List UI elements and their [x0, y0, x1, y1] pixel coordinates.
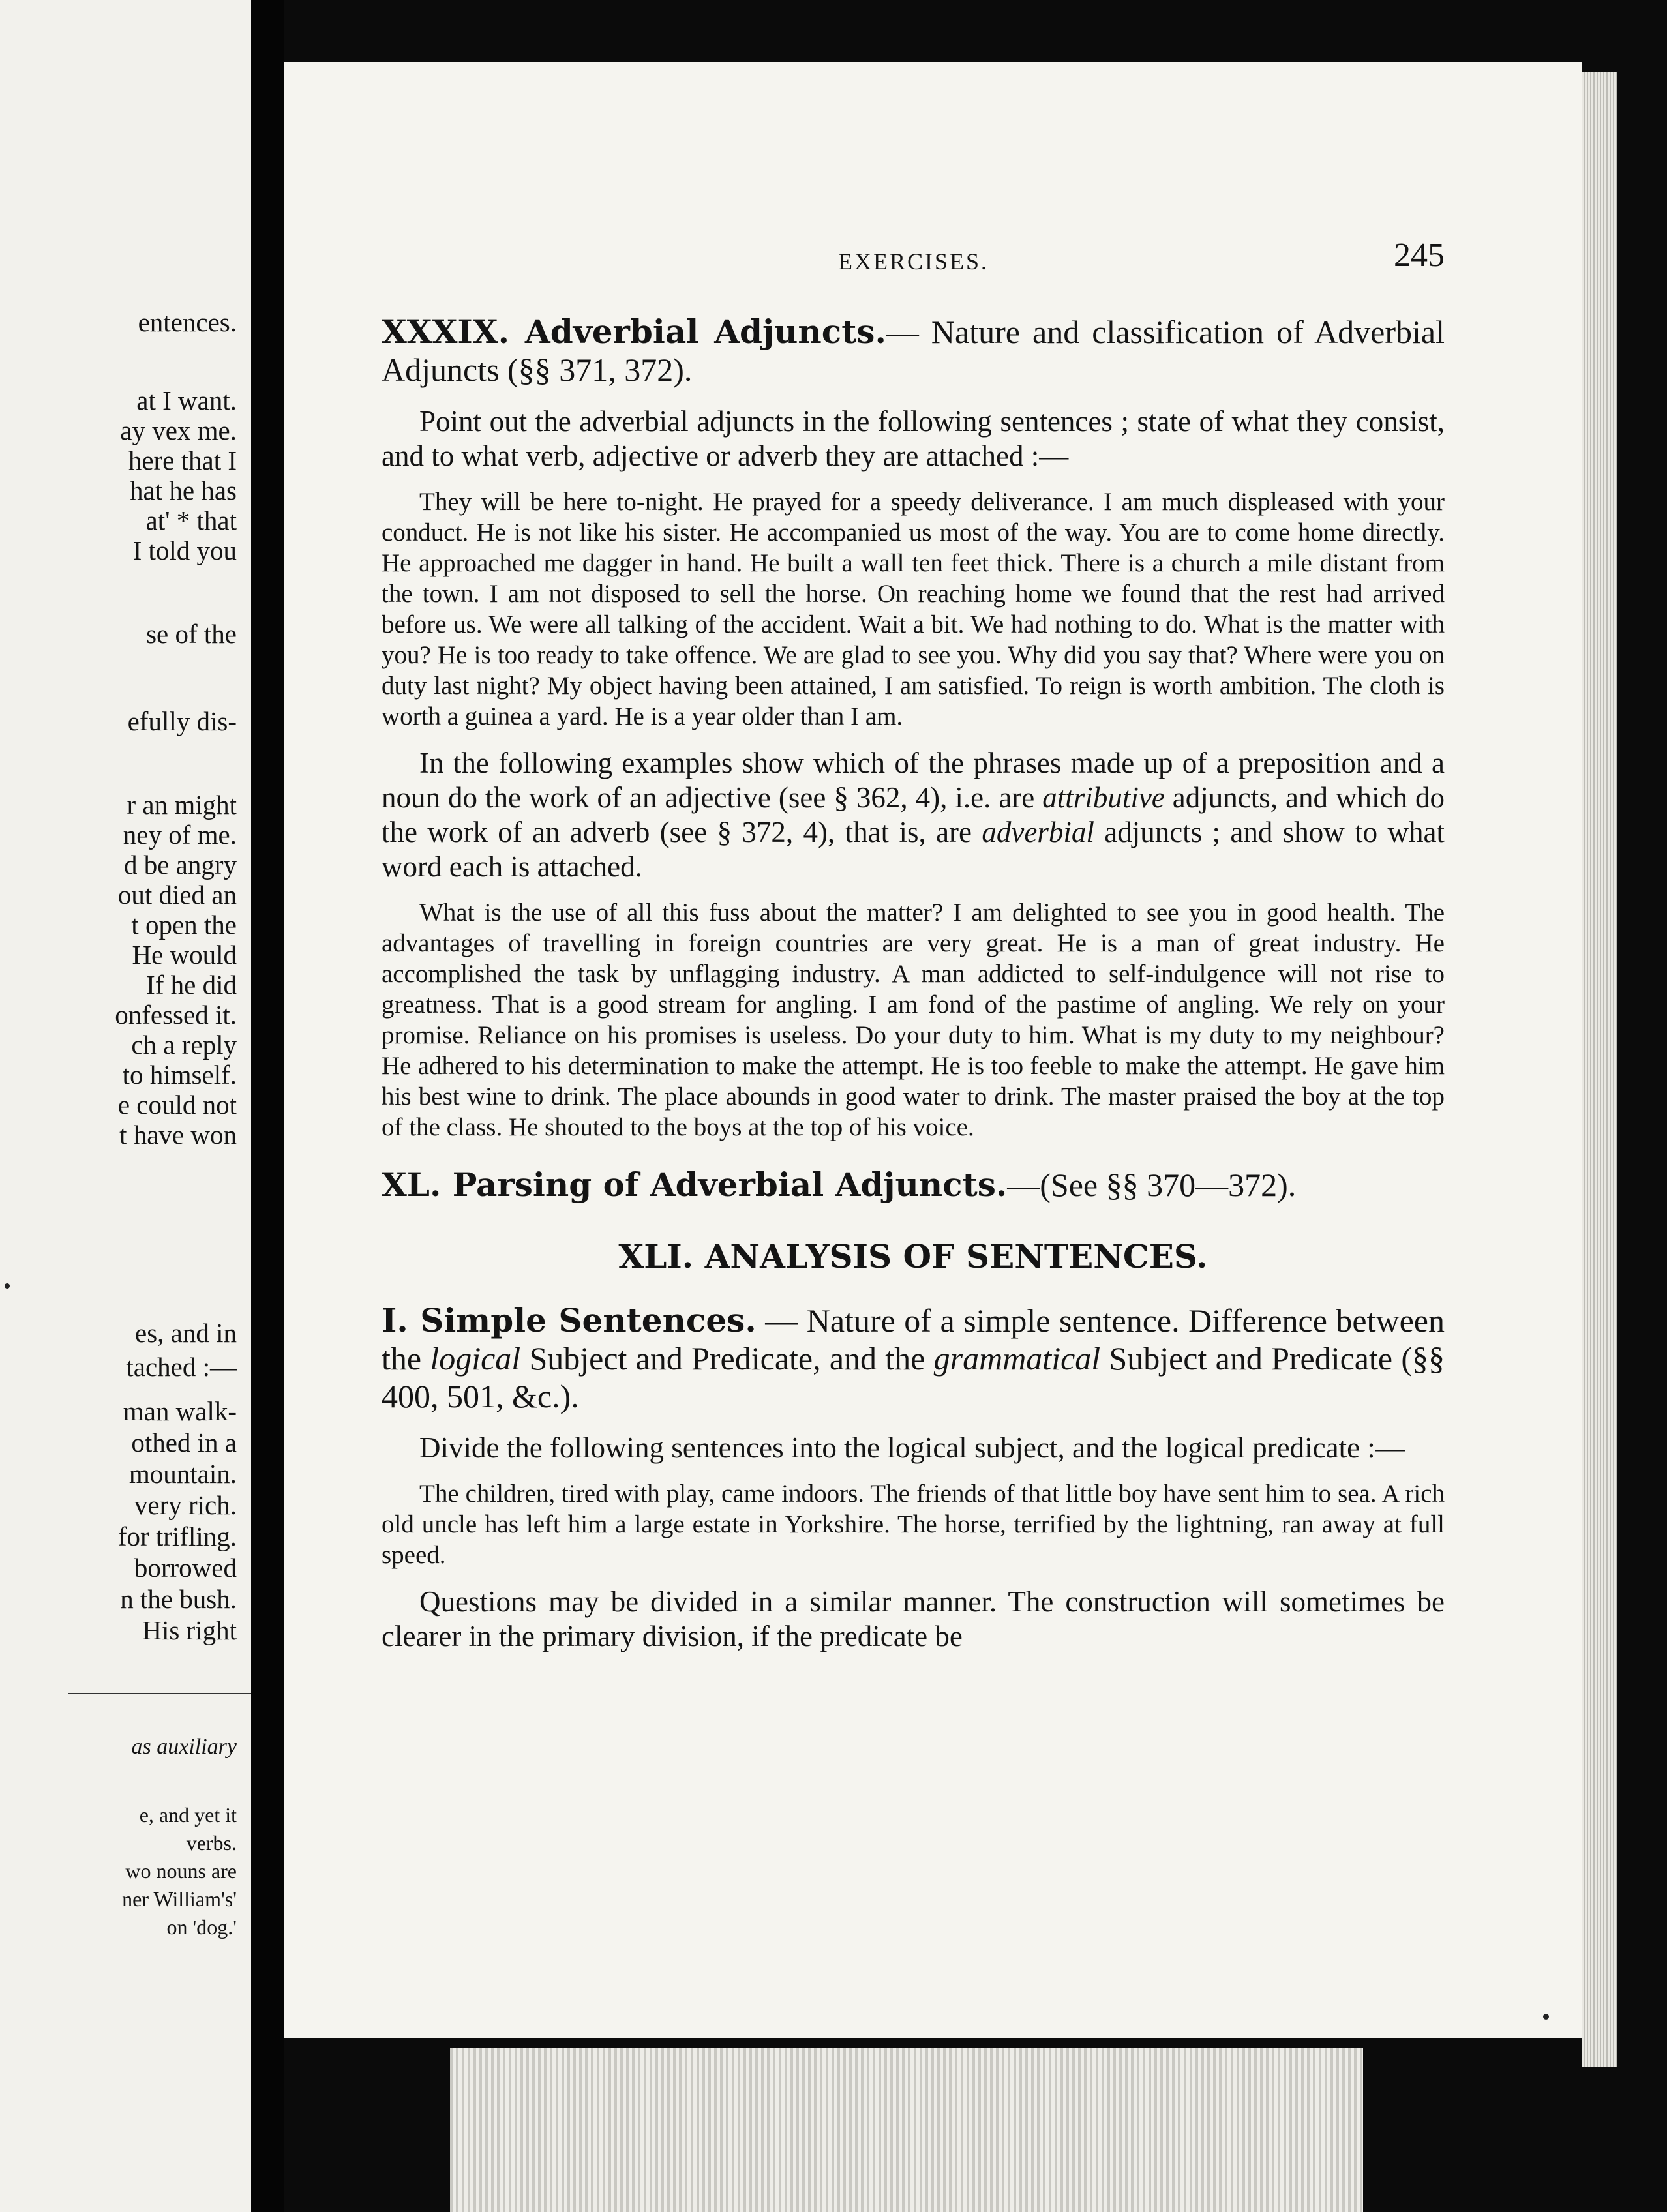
- left-page-line: onfessed it.: [115, 1000, 237, 1030]
- section-heading-xxxix: [382, 313, 1445, 389]
- left-page-line: He would: [132, 940, 237, 970]
- exercise-sentences-3: The children, tired with play, came indoors. The friends of that little boy have sent him to sea. A rich old uncle has left him a large estate in Yorkshire. The horse, terrified by the lightning, ran away at full speed.: [382, 1480, 1445, 1569]
- left-page-line: efully dis-: [127, 706, 237, 736]
- heading-bold: XXXIX. Adverbial Adjuncts.: [382, 312, 886, 351]
- left-page-line: mountain.: [128, 1459, 237, 1489]
- page-speck: [1543, 2014, 1549, 2020]
- subheading-bold: I. Simple Sentences.: [382, 1301, 757, 1339]
- instruction-text: adjuncts ; and show to what word each is attached.: [382, 816, 1445, 883]
- subheading-text: Subject and Predicate (§§ 400, 501, &c.).: [382, 1340, 1445, 1414]
- closing-paragraph: Questions may be divided in a similar manner. The construction will sometimes be clearer in the primary division, if the predicate be: [382, 1585, 1445, 1652]
- left-page-line: othed in a: [131, 1427, 237, 1457]
- emphasis-logical: logical: [430, 1340, 521, 1377]
- heading-rest: — Nature and classification of Adverbial Adjuncts (§§ 371, 372).: [382, 314, 1445, 388]
- left-page-line: se of the: [146, 619, 237, 649]
- left-page-line: I told you: [132, 535, 237, 565]
- subheading-text: Subject and Predicate, and the: [520, 1340, 934, 1377]
- left-page-line: to himself.: [122, 1060, 237, 1090]
- heading-bold: XLI. ANALYSIS OF SENTENCES.: [618, 1237, 1208, 1276]
- left-page-line: very rich.: [134, 1490, 237, 1520]
- left-page-line: borrowed: [134, 1553, 237, 1583]
- left-page-line: wo nouns are: [125, 1859, 237, 1883]
- left-page-line: ay vex me.: [120, 415, 237, 445]
- left-page-line: as auxiliary: [131, 1735, 237, 1759]
- left-page-line: here that I: [128, 445, 237, 475]
- section-heading-xli: [382, 1238, 1445, 1276]
- left-page-line: tached :—: [126, 1352, 237, 1382]
- subsection-heading-simple-sentences: [382, 1302, 1445, 1415]
- exercise-sentences: They will be here to-night. He prayed for a speedy deliverance. I am much displeased with your conduct. He is not like his sister. He accompanied us most of the way. You are to come home directly. He approached me dagger in hand. He built a wall ten feet thick. There is a church a mile distant from the town. I am not disposed to sell the horse. On reaching home we found that the rest had arrived before us. We were all talking of the accident. Wait a bit. We had nothing to do. What is the matter with you? He is too ready to take offence. We are glad to see you. Why did you say that? Where were you on duty last night? My object having been attained, I am satisfied. To reign is worth ambition. The cloth is worth a guinea a yard. He is a year older than I am.: [382, 488, 1445, 730]
- left-page-line: ch a reply: [131, 1030, 237, 1060]
- left-page-line: t open the: [131, 910, 237, 940]
- left-page-line: at' * that: [145, 505, 237, 535]
- bottom-page-edges: [450, 2048, 1363, 2212]
- left-page-line: at I want.: [136, 385, 237, 415]
- heading-rest: —(See §§ 370—372).: [1007, 1167, 1297, 1203]
- emphasis-adverbial: adverbial: [982, 816, 1094, 848]
- left-page-line: for trifling.: [117, 1521, 237, 1551]
- instruction-paragraph-2: [382, 746, 1445, 884]
- instruction-text: In the following examples show which of the phrases made up of a preposition and a noun do the work of an adjective (see § 362, 4), i.e. are: [382, 747, 1445, 814]
- section-heading-xl: [382, 1166, 1445, 1204]
- left-page-line: entences.: [138, 307, 237, 337]
- left-page-line: e could not: [117, 1090, 237, 1120]
- heading-bold: XL. Parsing of Adverbial Adjuncts.: [382, 1165, 1008, 1204]
- left-facing-page: [0, 0, 251, 2212]
- left-page-line: verbs.: [186, 1831, 237, 1855]
- page-header: [382, 237, 1445, 313]
- left-page-line: out died an: [117, 880, 237, 910]
- left-page-line: d be angry: [123, 850, 237, 880]
- left-page-line: hat he has: [130, 475, 237, 505]
- instruction-paragraph: Point out the adverbial adjuncts in the following sentences ; state of what they consist, and to what verb, adjective or adverb they are attached :—: [382, 405, 1445, 472]
- instruction-paragraph-3: Divide the following sentences into the logical subject, and the logical predicate :—: [419, 1431, 1405, 1464]
- left-page-line: If he did: [146, 970, 237, 1000]
- left-page-line: r an might: [127, 790, 237, 820]
- left-page-footnote-rule: [68, 1693, 251, 1694]
- exercise-sentences-2: What is the use of all this fuss about the matter? I am delighted to see you in good health. The advantages of travelling in foreign countries are very great. He is a man of great industry. He accomplished the task by unflagging industry. A man addicted to self-indulgence will not rise to greatness. That is a good stream for angling. I am fond of the pastime of angling. We rely on your promise. Reliance on his promises is useless. Do your duty to him. What is my duty to my neighbour? He adhered to his determination to make the attempt. He is too feeble to make the attempt. He gave him his best wine to drink. The place abounds in good water to drink. The master praised the boy at the top of the class. He shouted to the boys at the top of his voice.: [382, 899, 1445, 1141]
- page-number: 245: [1394, 237, 1445, 274]
- left-page-line: on 'dog.': [166, 1915, 237, 1939]
- left-page-line: ney of me.: [123, 820, 237, 850]
- emphasis-attributive: attributive: [1042, 781, 1165, 814]
- left-page-line: man walk-: [123, 1396, 237, 1426]
- left-page-bullet: [5, 1283, 10, 1289]
- left-page-line: es, and in: [135, 1318, 237, 1348]
- page-edges: [1582, 72, 1617, 2067]
- left-page-line: ner William's': [122, 1887, 237, 1911]
- subheading-text: — Nature of a simple sentence. Difference between the: [382, 1302, 1445, 1377]
- emphasis-grammatical: grammatical: [933, 1340, 1101, 1377]
- book-gutter: [251, 0, 284, 2212]
- page-content: [382, 237, 1445, 1667]
- instruction-text: adjuncts, and which do the work of an adverb (see § 372, 4), that is, are: [382, 781, 1445, 848]
- left-page-line: t have won: [119, 1120, 237, 1150]
- left-page-line: e, and yet it: [139, 1803, 237, 1827]
- left-page-line: His right: [142, 1615, 237, 1645]
- running-head: EXERCISES.: [838, 248, 989, 275]
- left-page-line: n the bush.: [120, 1584, 237, 1614]
